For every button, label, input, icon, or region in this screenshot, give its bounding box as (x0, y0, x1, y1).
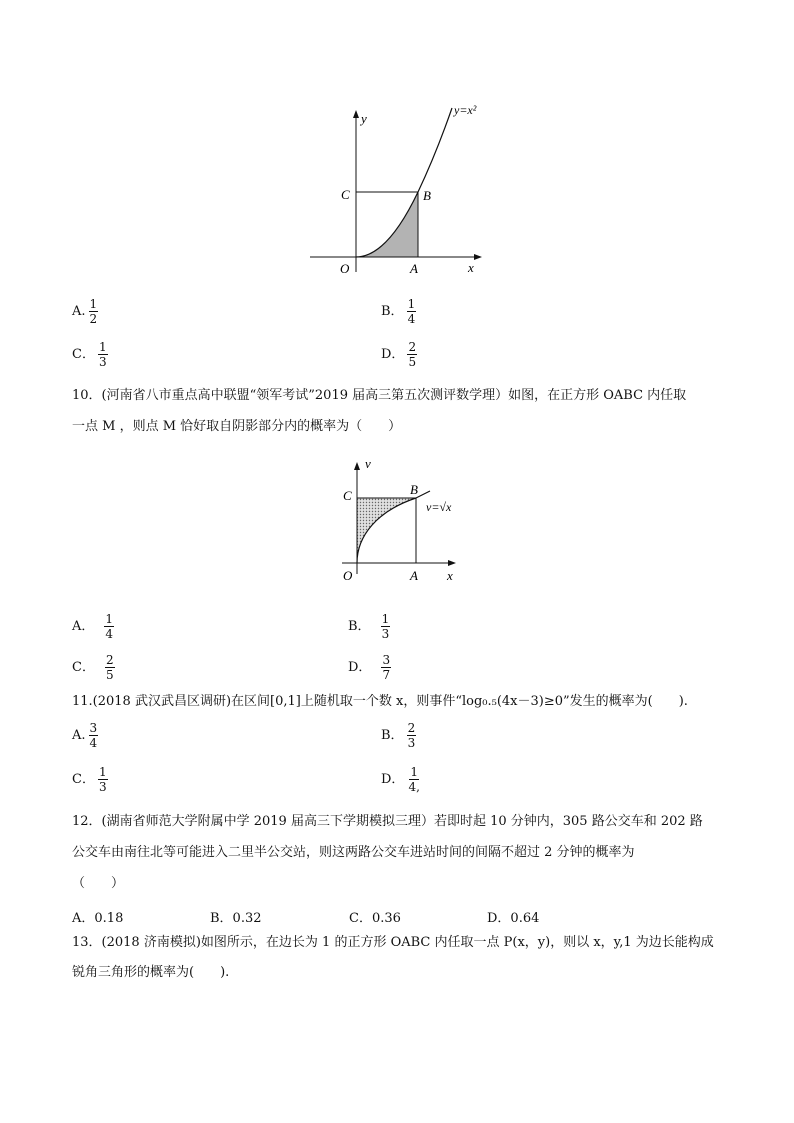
q10-line-1: 10．(河南省八市重点高中联盟“领军考试”2019 届高三第五次测评数学理）如图，在正方形 OABC 内任取 (72, 388, 687, 403)
label-y: y (361, 111, 367, 126)
q12-option-c: C．0.36 (349, 911, 401, 926)
shaded-region (356, 192, 418, 257)
label-c: C (343, 488, 352, 503)
q11-line-1: 11.(2018 武汉武昌区调研)在区间[0,1]上随机取一个数 x，则事件“log₀.₅(4x－3)≥0”发生的概率为( ). (72, 694, 688, 709)
label-o: O (340, 261, 350, 276)
label-b: B (423, 188, 431, 203)
q12-line-1: 12．(湖南省师范大学附属中学 2019 届高三下学期模拟三理）若即时起 10 分钟内，305 路公交车和 202 路 (72, 814, 703, 829)
x-axis-arrow (448, 560, 456, 566)
label-v: v (365, 456, 371, 471)
q10-option-a: A． $\frac{1}{4}$ (72, 612, 114, 641)
q9-option-b: B． $\frac{1}{4}$ (381, 297, 416, 326)
q12-option-d: D．0.64 (487, 911, 540, 926)
label-curve: y=x² (454, 103, 477, 117)
y-axis-arrow (354, 462, 360, 470)
q10-option-b: B． $\frac{1}{3}$ (348, 612, 390, 641)
label-b: B (410, 482, 418, 497)
label-a: A (410, 261, 418, 276)
q9-option-c: C． $\frac{1}{3}$ (72, 340, 107, 369)
q11-option-c: C． $\frac{1}{3}$ (72, 765, 107, 794)
q9-option-d: D． $\frac{2}{5}$ (381, 340, 417, 369)
q13-line-1: 13．(2018 济南模拟)如图所示，在边长为 1 的正方形 OABC 内任取一点 P(x，y)，则以 x，y,1 为边长能构成 (72, 935, 714, 950)
label-o: O (343, 568, 353, 583)
q11-option-d: D． $\frac{1}{4,}$ (381, 765, 420, 794)
figure-sqrt (332, 456, 472, 586)
q10-option-d: D． $\frac{3}{7}$ (348, 653, 391, 682)
label-c: C (341, 187, 350, 202)
label-a: A (410, 568, 418, 583)
q12-line-3: （ ） (72, 876, 125, 891)
q9-option-a: A. $\frac{1}{2}$ (72, 297, 98, 326)
q12-option-b: B．0.32 (210, 911, 262, 926)
q11-option-a: A. $\frac{3}{4}$ (72, 721, 98, 750)
q10-line-2: 一点 M ，则点 M 恰好取自阴影部分内的概率为（ ） (72, 419, 402, 434)
q12-option-a: A．0.18 (72, 911, 124, 926)
q13-line-2: 锐角三角形的概率为( ). (72, 965, 230, 980)
label-curve: v=√x (426, 500, 452, 514)
label-x: x (468, 260, 474, 275)
figure-parabola (300, 96, 500, 286)
x-axis-arrow (474, 254, 482, 260)
q11-option-b: B． $\frac{2}{3}$ (381, 721, 416, 750)
shaded-region (357, 498, 416, 563)
q10-option-c: C． $\frac{2}{5}$ (72, 653, 114, 682)
q12-line-2: 公交车由南往北等可能进入二里半公交站，则这两路公交车进站时间的间隔不超过 2 分钟的概率为 (72, 845, 635, 860)
label-x: x (447, 568, 453, 583)
y-axis-arrow (353, 110, 359, 118)
